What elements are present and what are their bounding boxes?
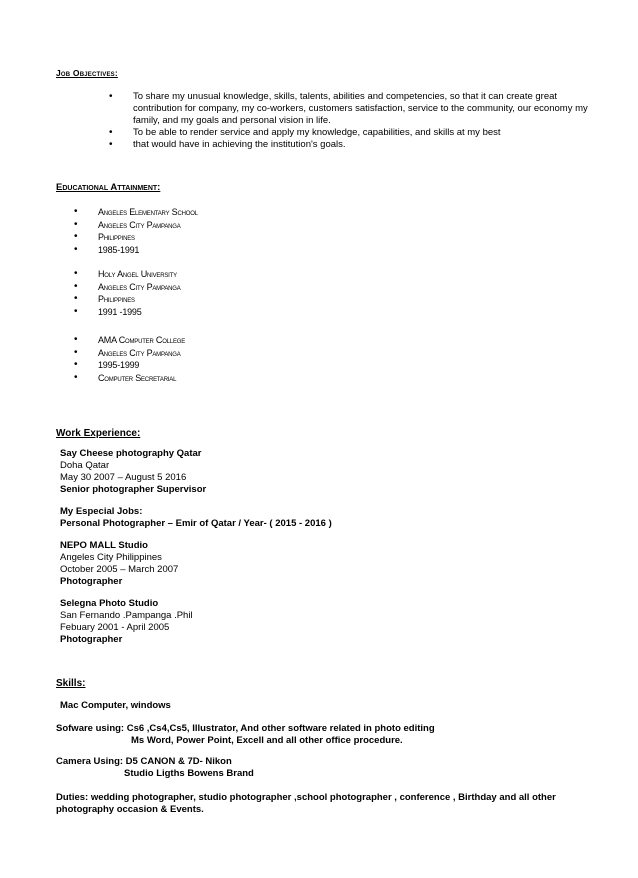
list-item: • Angeles Elementary School	[98, 206, 398, 219]
list-item: • Angeles City Pampanga	[98, 219, 398, 232]
skills-heading: Skills:	[56, 678, 86, 689]
skills-computer: Mac Computer, windows	[60, 700, 171, 711]
list-item: • Computer Secretarial	[98, 372, 398, 385]
list-item: • 1985-1991	[98, 244, 398, 257]
job-objectives-heading: Job Objectives:	[56, 68, 118, 78]
list-item: • To be able to render service and apply my knowledge, capabilities, and skills at my best	[133, 127, 588, 139]
job-title: Photographer	[60, 634, 123, 645]
skills-lights: Studio Ligths Bowens Brand	[124, 768, 254, 779]
list-item: • Holy Angel University	[98, 268, 398, 281]
education-heading: Educational Attainment:	[56, 182, 161, 193]
list-item: • Angeles City Pampanga	[98, 281, 398, 294]
job-company: Selegna Photo Studio	[60, 598, 159, 609]
list-item: • that would have in achieving the institution's goals.	[133, 139, 588, 151]
skills-camera: Camera Using: D5 CANON & 7D- Nikon	[56, 756, 232, 767]
list-item: • Angeles City Pampanga	[98, 347, 398, 360]
skills-duties: Duties: wedding photographer, studio photographer ,school photographer , conference , Birthday and all other	[56, 792, 556, 803]
work-heading: Work Experience:	[56, 428, 141, 439]
list-item: • AMA Computer College	[98, 334, 398, 347]
special-jobs-label: My Especial Jobs:	[60, 506, 143, 517]
list-item: • Philippines	[98, 231, 398, 244]
education-group-2	[98, 268, 398, 318]
job-title: Photographer	[60, 576, 123, 587]
job-location: San Fernando .Pampanga .Phil	[60, 610, 193, 621]
job-location: Angeles City Philippines	[60, 552, 162, 563]
job-period: Febuary 2001 - April 2005	[60, 622, 170, 633]
job-location: Doha Qatar	[60, 460, 110, 471]
job-period: October 2005 – March 2007	[60, 564, 179, 575]
list-item: • 1995-1999	[98, 359, 398, 372]
skills-duties-continued: photography occasion & Events.	[56, 804, 204, 815]
special-jobs-detail: Personal Photographer – Emir of Qatar / Year- ( 2015 - 2016 )	[60, 518, 332, 529]
skills-software-office: Ms Word, Power Point, Excell and all other office procedure.	[131, 735, 403, 746]
job-title: Senior photographer Supervisor	[60, 484, 207, 495]
skills-software: Sofware using: Cs6 ,Cs4,Cs5, Illustrator, And other software related in photo editing	[56, 723, 435, 734]
job-company: NEPO MALL Studio	[60, 540, 148, 551]
list-item: • To share my unusual knowledge, skills, talents, abilities and competencies, so that it can create great contribution for company, my co-workers, customers satisfaction, service to the community, our economy my family, and my goals and personal vision in life.	[133, 91, 588, 127]
list-item: • 1991 -1995	[98, 306, 398, 319]
education-group-1	[98, 206, 398, 256]
job-objectives-list	[133, 91, 588, 151]
education-group-3	[98, 334, 398, 384]
job-company: Say Cheese photography Qatar	[60, 448, 202, 459]
job-period: May 30 2007 – August 5 2016	[60, 472, 187, 483]
list-item: • Philippines	[98, 293, 398, 306]
